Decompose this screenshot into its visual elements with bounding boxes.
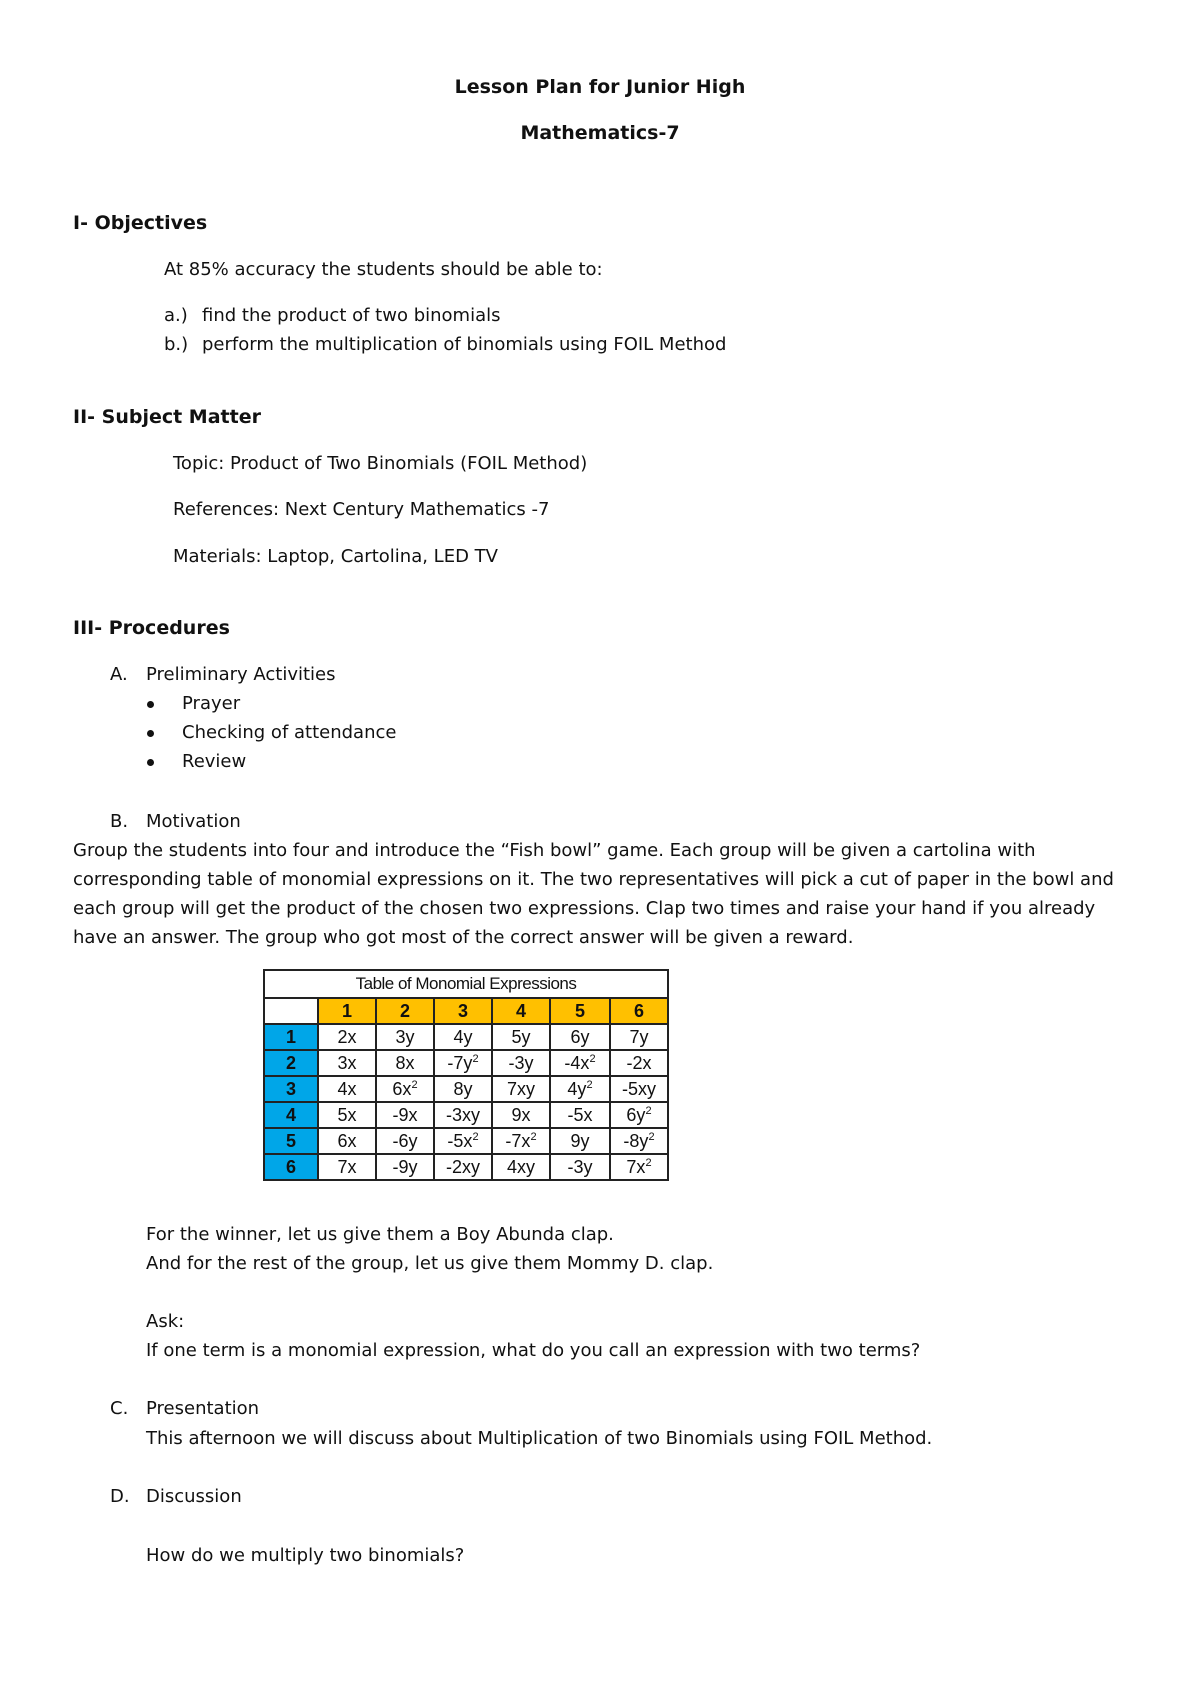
document-title: Lesson Plan for Junior High xyxy=(454,76,746,98)
table-cell: 7x xyxy=(318,1154,376,1180)
table-corner-cell xyxy=(264,998,318,1024)
objective-item-a-marker: a.) xyxy=(164,305,188,326)
table-cell: $-8y^2$ xyxy=(610,1128,668,1154)
table-cell: 5x xyxy=(318,1102,376,1128)
table-column-header-row xyxy=(264,998,668,1024)
row-header: 6 xyxy=(264,1154,318,1180)
rest-clap-line: And for the rest of the group, let us give them Mommy D. clap. xyxy=(146,1253,714,1274)
table-cell: $-4x^2$ xyxy=(550,1050,610,1076)
row-header: 4 xyxy=(264,1102,318,1128)
table-row xyxy=(264,1128,668,1154)
step-c-label: Presentation xyxy=(146,1398,260,1419)
table-cell: -3xy xyxy=(434,1102,492,1128)
exponent: 2 xyxy=(589,1052,596,1065)
table-cell: -9x xyxy=(376,1102,434,1128)
column-header: 2 xyxy=(376,998,434,1024)
table-cell: $-5x^2$ xyxy=(434,1128,492,1154)
table-cell: 4x xyxy=(318,1076,376,1102)
table-cell: 6y xyxy=(550,1024,610,1050)
table-row xyxy=(264,1024,668,1050)
table-cell: 7xy xyxy=(492,1076,550,1102)
step-a-marker: A. xyxy=(110,664,128,685)
column-header: 5 xyxy=(550,998,610,1024)
table-cell: $-7x^2$ xyxy=(492,1128,550,1154)
column-header: 3 xyxy=(434,998,492,1024)
table-cell: $-7y^2$ xyxy=(434,1050,492,1076)
table-cell: -2xy xyxy=(434,1154,492,1180)
bullet-item-prayer: Prayer xyxy=(182,693,241,714)
table-cell: 4xy xyxy=(492,1154,550,1180)
table-row xyxy=(264,1076,668,1102)
motivation-paragraph: Group the students into four and introduce the “Fish bowl” game. Each group will be given a cartolina with corresponding table of monomial expressions on it. The two representatives will pick a cut of paper in the bowl and each group will get the product of the chosen two expressions. Clap two times and raise your hand if you already have an answer. The group who got most of the correct answer will be given a reward. xyxy=(73,840,1114,948)
row-header: 5 xyxy=(264,1128,318,1154)
table-cell: $4y^2$ xyxy=(550,1076,610,1102)
table-cell: -5x xyxy=(550,1102,610,1128)
bullet-icon xyxy=(147,759,154,766)
winner-clap-line: For the winner, let us give them a Boy Abunda clap. xyxy=(146,1224,614,1245)
monomial-expressions-table xyxy=(263,969,669,1181)
bullet-item-review: Review xyxy=(182,751,247,772)
table-cell: $6x^2$ xyxy=(376,1076,434,1102)
topic-line: Topic: Product of Two Binomials (FOIL Method) xyxy=(173,453,588,474)
exponent: 2 xyxy=(472,1052,479,1065)
bullet-icon xyxy=(147,701,154,708)
exponent: 2 xyxy=(586,1078,593,1091)
document-subtitle: Mathematics-7 xyxy=(520,122,680,144)
table-cell: -9y xyxy=(376,1154,434,1180)
table-cell: -2x xyxy=(610,1050,668,1076)
references-line: References: Next Century Mathematics -7 xyxy=(173,499,550,520)
row-header: 3 xyxy=(264,1076,318,1102)
step-b-marker: B. xyxy=(110,811,129,832)
table-cell: 9y xyxy=(550,1128,610,1154)
objectives-heading: I- Objectives xyxy=(73,212,208,234)
column-header: 1 xyxy=(318,998,376,1024)
table-cell: 4y xyxy=(434,1024,492,1050)
table-cell: 5y xyxy=(492,1024,550,1050)
presentation-text: This afternoon we will discuss about Multiplication of two Binomials using FOIL Method. xyxy=(146,1428,933,1449)
table-cell: -3y xyxy=(492,1050,550,1076)
exponent: 2 xyxy=(411,1078,418,1091)
objective-item-b-marker: b.) xyxy=(164,334,189,355)
objectives-intro: At 85% accuracy the students should be able to: xyxy=(164,259,603,280)
ask-question: If one term is a monomial expression, what do you call an expression with two terms? xyxy=(146,1340,921,1361)
table-cell: $7x^2$ xyxy=(610,1154,668,1180)
exponent: 2 xyxy=(472,1130,479,1143)
procedures-heading: III- Procedures xyxy=(73,617,230,639)
exponent: 2 xyxy=(645,1104,652,1117)
exponent: 2 xyxy=(530,1130,537,1143)
table-cell: $6y^2$ xyxy=(610,1102,668,1128)
subject-matter-heading: II- Subject Matter xyxy=(73,406,261,428)
step-b-label: Motivation xyxy=(146,811,241,832)
discussion-question: How do we multiply two binomials? xyxy=(146,1545,465,1566)
table-row xyxy=(264,1102,668,1128)
table-row xyxy=(264,1154,668,1180)
bullet-item-attendance: Checking of attendance xyxy=(182,722,397,743)
table-cell: -6y xyxy=(376,1128,434,1154)
step-d-label: Discussion xyxy=(146,1486,242,1507)
table-cell: -3y xyxy=(550,1154,610,1180)
materials-line: Materials: Laptop, Cartolina, LED TV xyxy=(173,546,498,567)
objective-item-a: find the product of two binomials xyxy=(202,305,501,326)
ask-label: Ask: xyxy=(146,1311,185,1332)
exponent: 2 xyxy=(645,1156,652,1169)
row-header: 1 xyxy=(264,1024,318,1050)
row-header: 2 xyxy=(264,1050,318,1076)
table-cell: 6x xyxy=(318,1128,376,1154)
table-cell: -5xy xyxy=(610,1076,668,1102)
column-header: 6 xyxy=(610,998,668,1024)
table-cell: 3y xyxy=(376,1024,434,1050)
table-cell: 9x xyxy=(492,1102,550,1128)
table-cell: 7y xyxy=(610,1024,668,1050)
table-cell: 3x xyxy=(318,1050,376,1076)
objective-item-b: perform the multiplication of binomials using FOIL Method xyxy=(202,334,727,355)
step-d-marker: D. xyxy=(110,1486,130,1507)
table-cell: 8y xyxy=(434,1076,492,1102)
table-caption: Table of Monomial Expressions xyxy=(264,970,668,998)
exponent: 2 xyxy=(648,1130,655,1143)
table-row xyxy=(264,1050,668,1076)
step-a-label: Preliminary Activities xyxy=(146,664,336,685)
table-cell: 2x xyxy=(318,1024,376,1050)
bullet-icon xyxy=(147,730,154,737)
table-cell: 8x xyxy=(376,1050,434,1076)
column-header: 4 xyxy=(492,998,550,1024)
step-c-marker: C. xyxy=(110,1398,129,1419)
